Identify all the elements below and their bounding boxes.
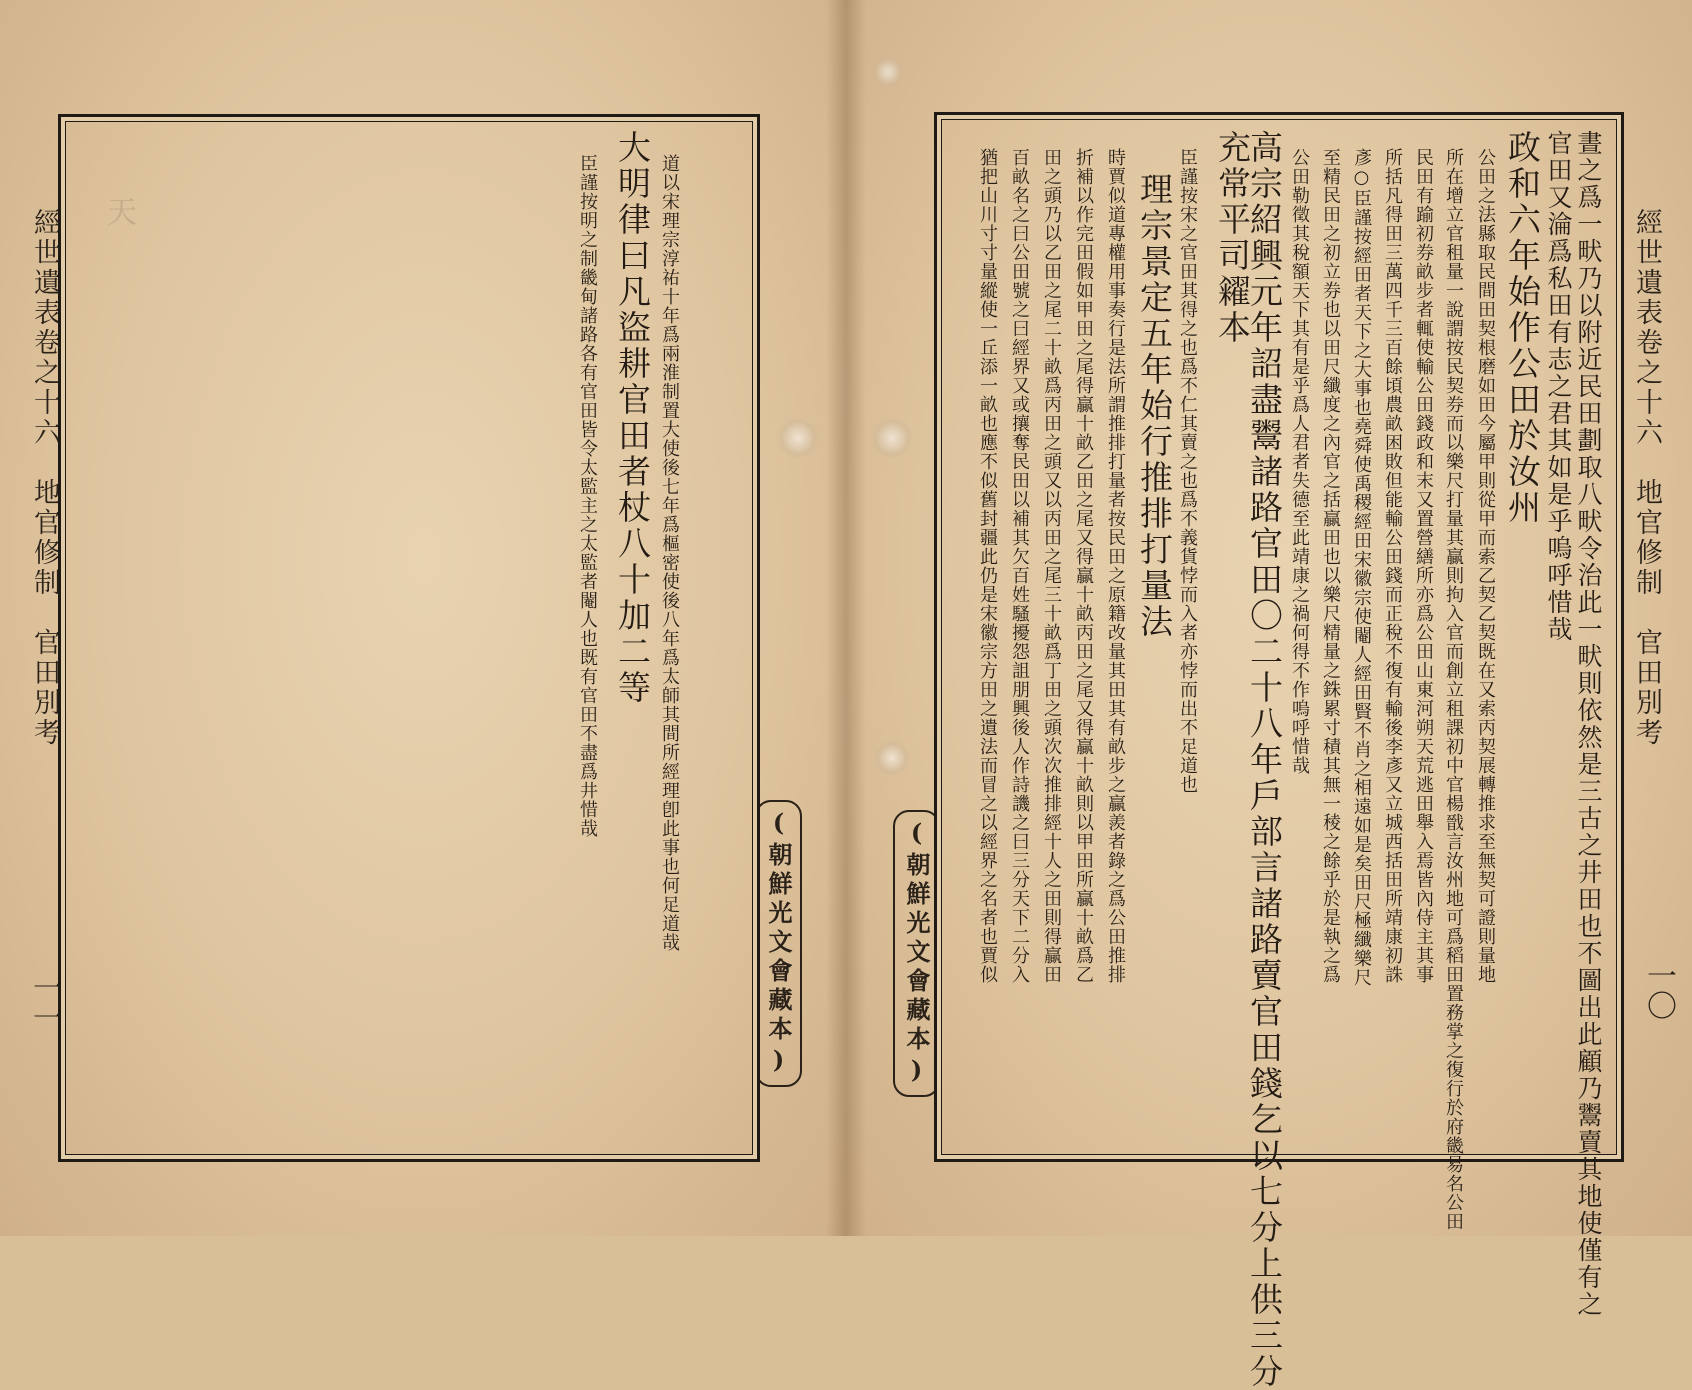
text-column: 臣謹按宋之官田其得之也爲不仁其賣之也爲不義貨悖而入者亦悖而出不足道也	[1177, 148, 1198, 794]
text-column-heading: 政和六年始作公田於汝州	[1503, 130, 1542, 526]
paper-stain	[870, 418, 914, 458]
text-column-heading: 高宗紹興元年詔盡鬻諸路官田〇二十八年戶部言諸路賣官田錢乞以七分上供三分	[1245, 130, 1284, 1390]
right-page-columns	[940, 130, 1612, 1390]
text-column-heading: 充常平司糴本	[1213, 130, 1252, 346]
page-number-left: 一一	[27, 972, 62, 1032]
left-page-columns	[64, 130, 748, 1140]
library-stamp-left: (朝鮮光文會藏本)	[755, 800, 802, 1087]
text-column: 公田勒徵其稅額天下其有是乎爲人君者失德至此靖康之禍何得不作嗚呼惜哉	[1289, 148, 1310, 775]
text-column: 臣謹按明之制畿甸諸路各有官田皆令太監主之太監者閹人也既有官田不盡爲井惜哉	[577, 154, 598, 838]
text-column-heading: 理宗景定五年始行推排打量法	[1135, 172, 1174, 640]
paper-stain	[873, 54, 903, 90]
text-column: 至精民田之初立券也以田尺纖度之內官之括贏田也以樂尺精量之銖累寸積其無一稜之餘乎於是執之爲	[1320, 148, 1341, 984]
text-column-heading: 大明律曰凡盜耕官田者杖八十加二等	[613, 130, 652, 706]
running-title-right: 經世遺表卷之十六 地官修制 官田別考	[1631, 208, 1662, 748]
book-gutter	[826, 0, 866, 1236]
page-number-right: 一〇	[1641, 960, 1676, 1020]
text-column: 官田又淪爲私田有志之君其如是乎嗚呼惜哉	[1544, 130, 1573, 643]
text-column: 所在增立官租量一說謂按民契券而以樂尺打量其贏則拘入官而創立租課初中官楊戩言汝州地可爲稻田置務掌之復行於府畿易名公田	[1443, 148, 1464, 1231]
text-column: 民田有踰初券畝步者輒使輸公田錢政和末又置營繕所亦爲公田山東河朔天荒逃田舉入焉皆內侍主其事	[1413, 148, 1434, 984]
text-column: 所括凡得田三萬四千三百餘頃農畝困敗但能輸公田錢而正稅不復有輸後李彥又立城西括田所靖康初誅	[1382, 148, 1403, 984]
text-column: 百畝名之曰公田號之曰經界又或攘奪民田以補其欠百姓騷擾怨詛朋興後人作詩譏之曰三分天下二分入	[1009, 148, 1030, 984]
text-column: 猶把山川寸寸量縱使一丘添一畝也應不似舊封疆此仍是宋徽宗方田之遺法而冒之以經界之名者也賈似	[977, 148, 998, 984]
text-column: 田之頭乃以乙田之尾二十畝爲丙田之頭又以丙田之尾三十畝爲丁田之頭次次推排經十人之田則得贏田	[1041, 148, 1062, 984]
text-column: 折補以作完田假如甲田之尾得贏十畝乙田之尾又得贏十畝丙田之尾又得贏十畝則以甲田所贏十畝爲乙	[1073, 148, 1094, 984]
text-column: 時賈似道專權用事奏行是法所謂推排打量者按民田之原籍改量其田其有畝步之贏羨者錄之爲公田推排	[1105, 148, 1126, 984]
paper-stain	[874, 740, 910, 776]
text-column: 彥○臣謹按經田者天下之大事也堯舜使禹稷經田宋徽宗使閹人經田賢不肖之相遠如是矣田尺極纖樂尺	[1351, 148, 1372, 987]
show-through-text: 天	[101, 196, 136, 229]
paper-stain	[776, 418, 820, 458]
running-title-left: 經世遺表卷之十六 地官修制 官田別考	[29, 208, 60, 748]
library-stamp-right: (朝鮮光文會藏本)	[893, 810, 940, 1097]
text-column: 公田之法縣取民間田契根磨如田今屬甲則從甲而索乙契乙契既在又索丙契展轉推求至無契可證則量地	[1475, 148, 1496, 984]
text-column: 道以宋理宗淳祐十年爲兩淮制置大使後七年爲樞密使後八年爲太師其間所經理卽此事也何足道哉	[659, 154, 680, 952]
text-column: 晝之爲一畎乃以附近民田劃取八畎令治此一畎則依然是三古之井田也不圖出此顧乃鬻賣其地使僅有之	[1574, 130, 1603, 1318]
